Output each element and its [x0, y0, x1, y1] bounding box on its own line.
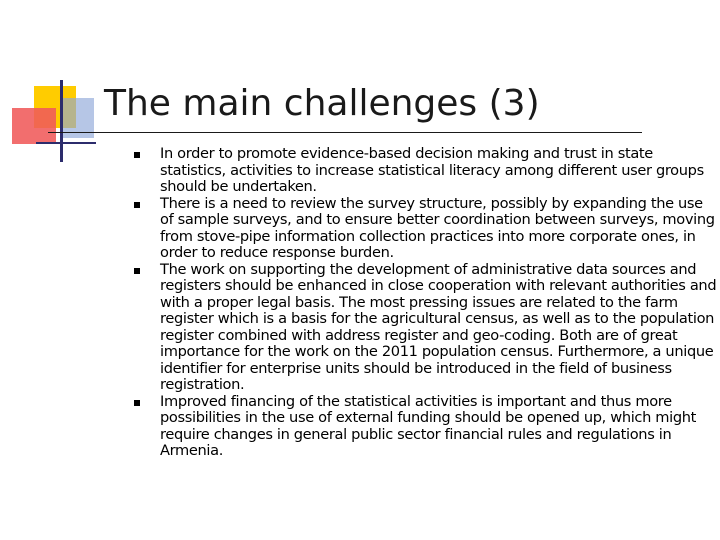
bullet-text: There is a need to review the survey structure, possibly by expanding the use of sample surveys, and to ensure better coordination between surveys, moving from stove-pipe information collection practices into more corporate ones, in order to reduce response burden. [160, 194, 715, 261]
square-bullet-icon [134, 152, 140, 158]
bullet-text: In order to promote evidence-based decision making and trust in state statistics, activities to increase statistical literacy among different user groups should be undertaken. [160, 145, 704, 195]
bullet-text: The work on supporting the development of administrative data sources and registers should be enhanced in close cooperation with relevant authorities and with a proper legal basis. The most pressing issues are related to the farm register which is a basis for the agricultural census, as well as to the population register combined with address register and geo-coding. Both are of great importance for the work on the 2011 population census. Furthermore, a unique identifier for enterprise units should be introduced in the field of business registration. [160, 260, 717, 393]
slide-title: The main challenges (3) [104, 83, 540, 124]
square-bullet-icon [134, 268, 140, 274]
logo-red-square [12, 108, 56, 144]
logo-horizontal-line [36, 142, 96, 144]
square-bullet-icon [134, 202, 140, 208]
logo-vertical-line [60, 80, 63, 162]
square-bullet-icon [134, 400, 140, 406]
title-underline [48, 132, 642, 133]
bullet-item [134, 196, 718, 262]
bullet-item [134, 146, 718, 196]
bullet-list [134, 146, 718, 460]
bullet-item [134, 394, 718, 460]
bullet-text: Improved financing of the statistical activities is important and thus more possibilities in the use of external funding should be opened up, which might require changes in general public sector financial rules and regulations in Armenia. [160, 392, 697, 459]
slide-logo-decoration [0, 0, 110, 170]
bullet-item [134, 262, 718, 394]
